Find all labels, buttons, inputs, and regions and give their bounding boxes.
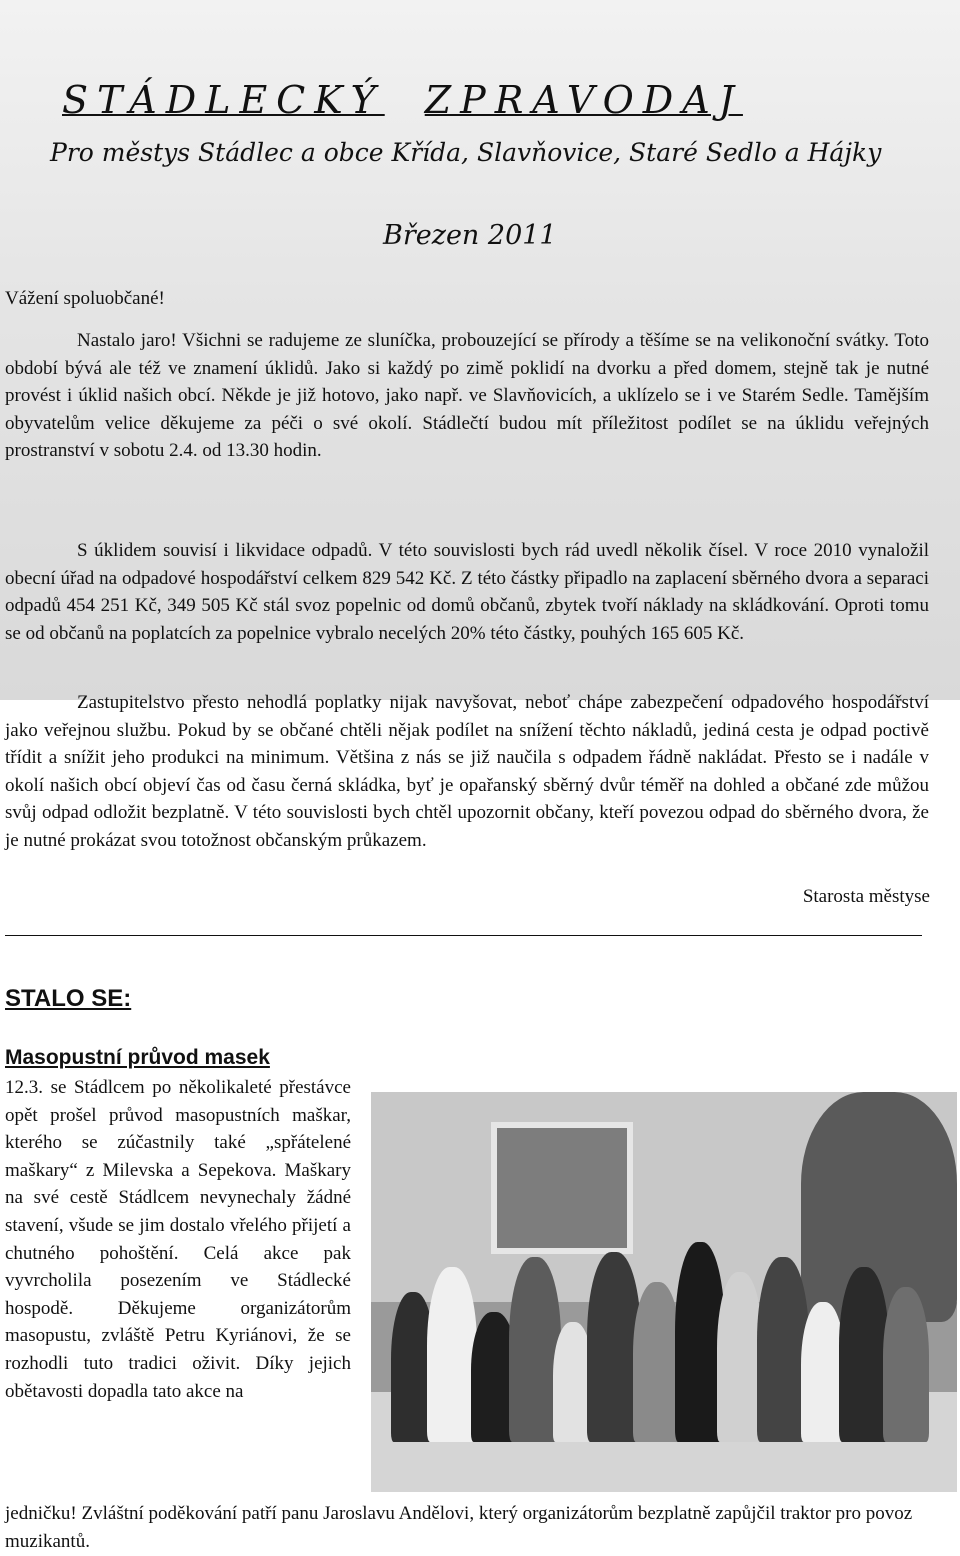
letter-signature: Starosta městyse: [802, 886, 930, 907]
carnival-group-photo: [371, 1092, 957, 1492]
letter-paragraph-1: Nastalo jaro! Všichni se radujeme ze sluníčka, probouzející se přírody a těšíme se na velikonoční svátky. Toto období bývá ale též ve znamení úklidů. Jako si každý po zimě poklidí na dvorku a před domem, stejně tak je nutné provést i úklid našich obcí. Někde je již hotovo, jako např. ve Slavňovicích, a uklízelo se i ve Starém Sedle. Tamějším obyvatelům velice děkujeme za péči o své okolí. Stádlečtí budou mít příležitost podílet se na úklidu veřejných prostranství v sobotu 2.4. od 13.30 hodin.: [5, 330, 929, 462]
photo-figure: [633, 1282, 681, 1442]
letter-paragraph-2: S úklidem souvisí i likvidace odpadů. V této souvislosti bych rád uvedl několik čísel. V roce 2010 vynaložil obecní úřad na odpadové hospodářství celkem 829 542 Kč. Z této částky připadlo na zaplacení sběrného dvora a separaci odpadů 454 251 Kč, 349 505 Kč stál svoz popelnic od domů občanů, zbytek tvoří náklady na skládkování. Oproti tomu se od občanů na poplatcích za popelnice vybralo necelých 20% této částky, pouhých 165 605 Kč.: [5, 540, 929, 644]
section-divider: [5, 935, 922, 936]
photo-window: [491, 1122, 633, 1254]
newsletter-subtitle: Pro městys Stádlec a obce Křída, Slavňovice, Staré Sedlo a Hájky: [50, 138, 882, 167]
article-body-tail: jedničku! Zvláštní poděkování patří panu Jaroslavu Andělovi, který organizátorům bezplatně zapůjčil traktor pro povoz muzikantů.: [5, 1503, 913, 1552]
photo-figure: [427, 1267, 477, 1442]
letter-paragraph-3: Zastupitelstvo přesto nehodlá poplatky nijak navyšovat, neboť chápe zabezpečení odpadového hospodářství jako veřejnou službu. Pokud by se občané chtěli nějak podílet na snížení těchto nákladů, jediná cesta je odpad poctivě třídit a snížit jeho produkci na minimum. Většina z nás se již naučila s odpadem řádně nakládat. Přesto se i nadále v okolí našich obcí objeví čas od času černá skládka, byť je opařanský sběrný dvůr téměř na dohled a občané zde můžou svůj odpad odložit bezplatně. V této souvislosti bych chtěl upozornit občany, kteří povezou odpad do sběrného dvora, že je nutné prokázat svou totožnost občanským průkazem.: [5, 692, 929, 851]
newsletter-title: [62, 78, 882, 122]
title-word-1: STÁDLECKÝ: [62, 78, 385, 122]
issue-date: Březen 2011: [383, 220, 557, 251]
title-word-2: ZPRAVODAJ: [424, 78, 743, 122]
article-body: 12.3. se Stádlcem po několikaleté přestávce opět prošel průvod masopustních maškar, kterého se zúčastnily také „spřátelené maškary“ z Milevska a Sepekova. Maškary na své cestě Stádlcem nevynechaly žádné stavení, všude se jim dostalo vřelého přijetí a chutného pohoštění. Celá akce pak vyvrcholila posezením ve Stádlecké hospodě. Děkujeme organizátorům masopustu, zvláště Petru Kyriánovi, že se rozhodli tuto tradici oživit. Díky jejich obětavosti dopadla tato akce na: [5, 1077, 351, 1402]
photo-crowd: [391, 1242, 931, 1442]
photo-figure: [839, 1267, 889, 1442]
article-heading: Masopustní průvod masek: [5, 1046, 270, 1069]
section-heading: STALO SE:: [5, 985, 132, 1012]
letter-greeting: Vážení spoluobčané!: [5, 288, 165, 309]
photo-figure: [883, 1287, 929, 1442]
